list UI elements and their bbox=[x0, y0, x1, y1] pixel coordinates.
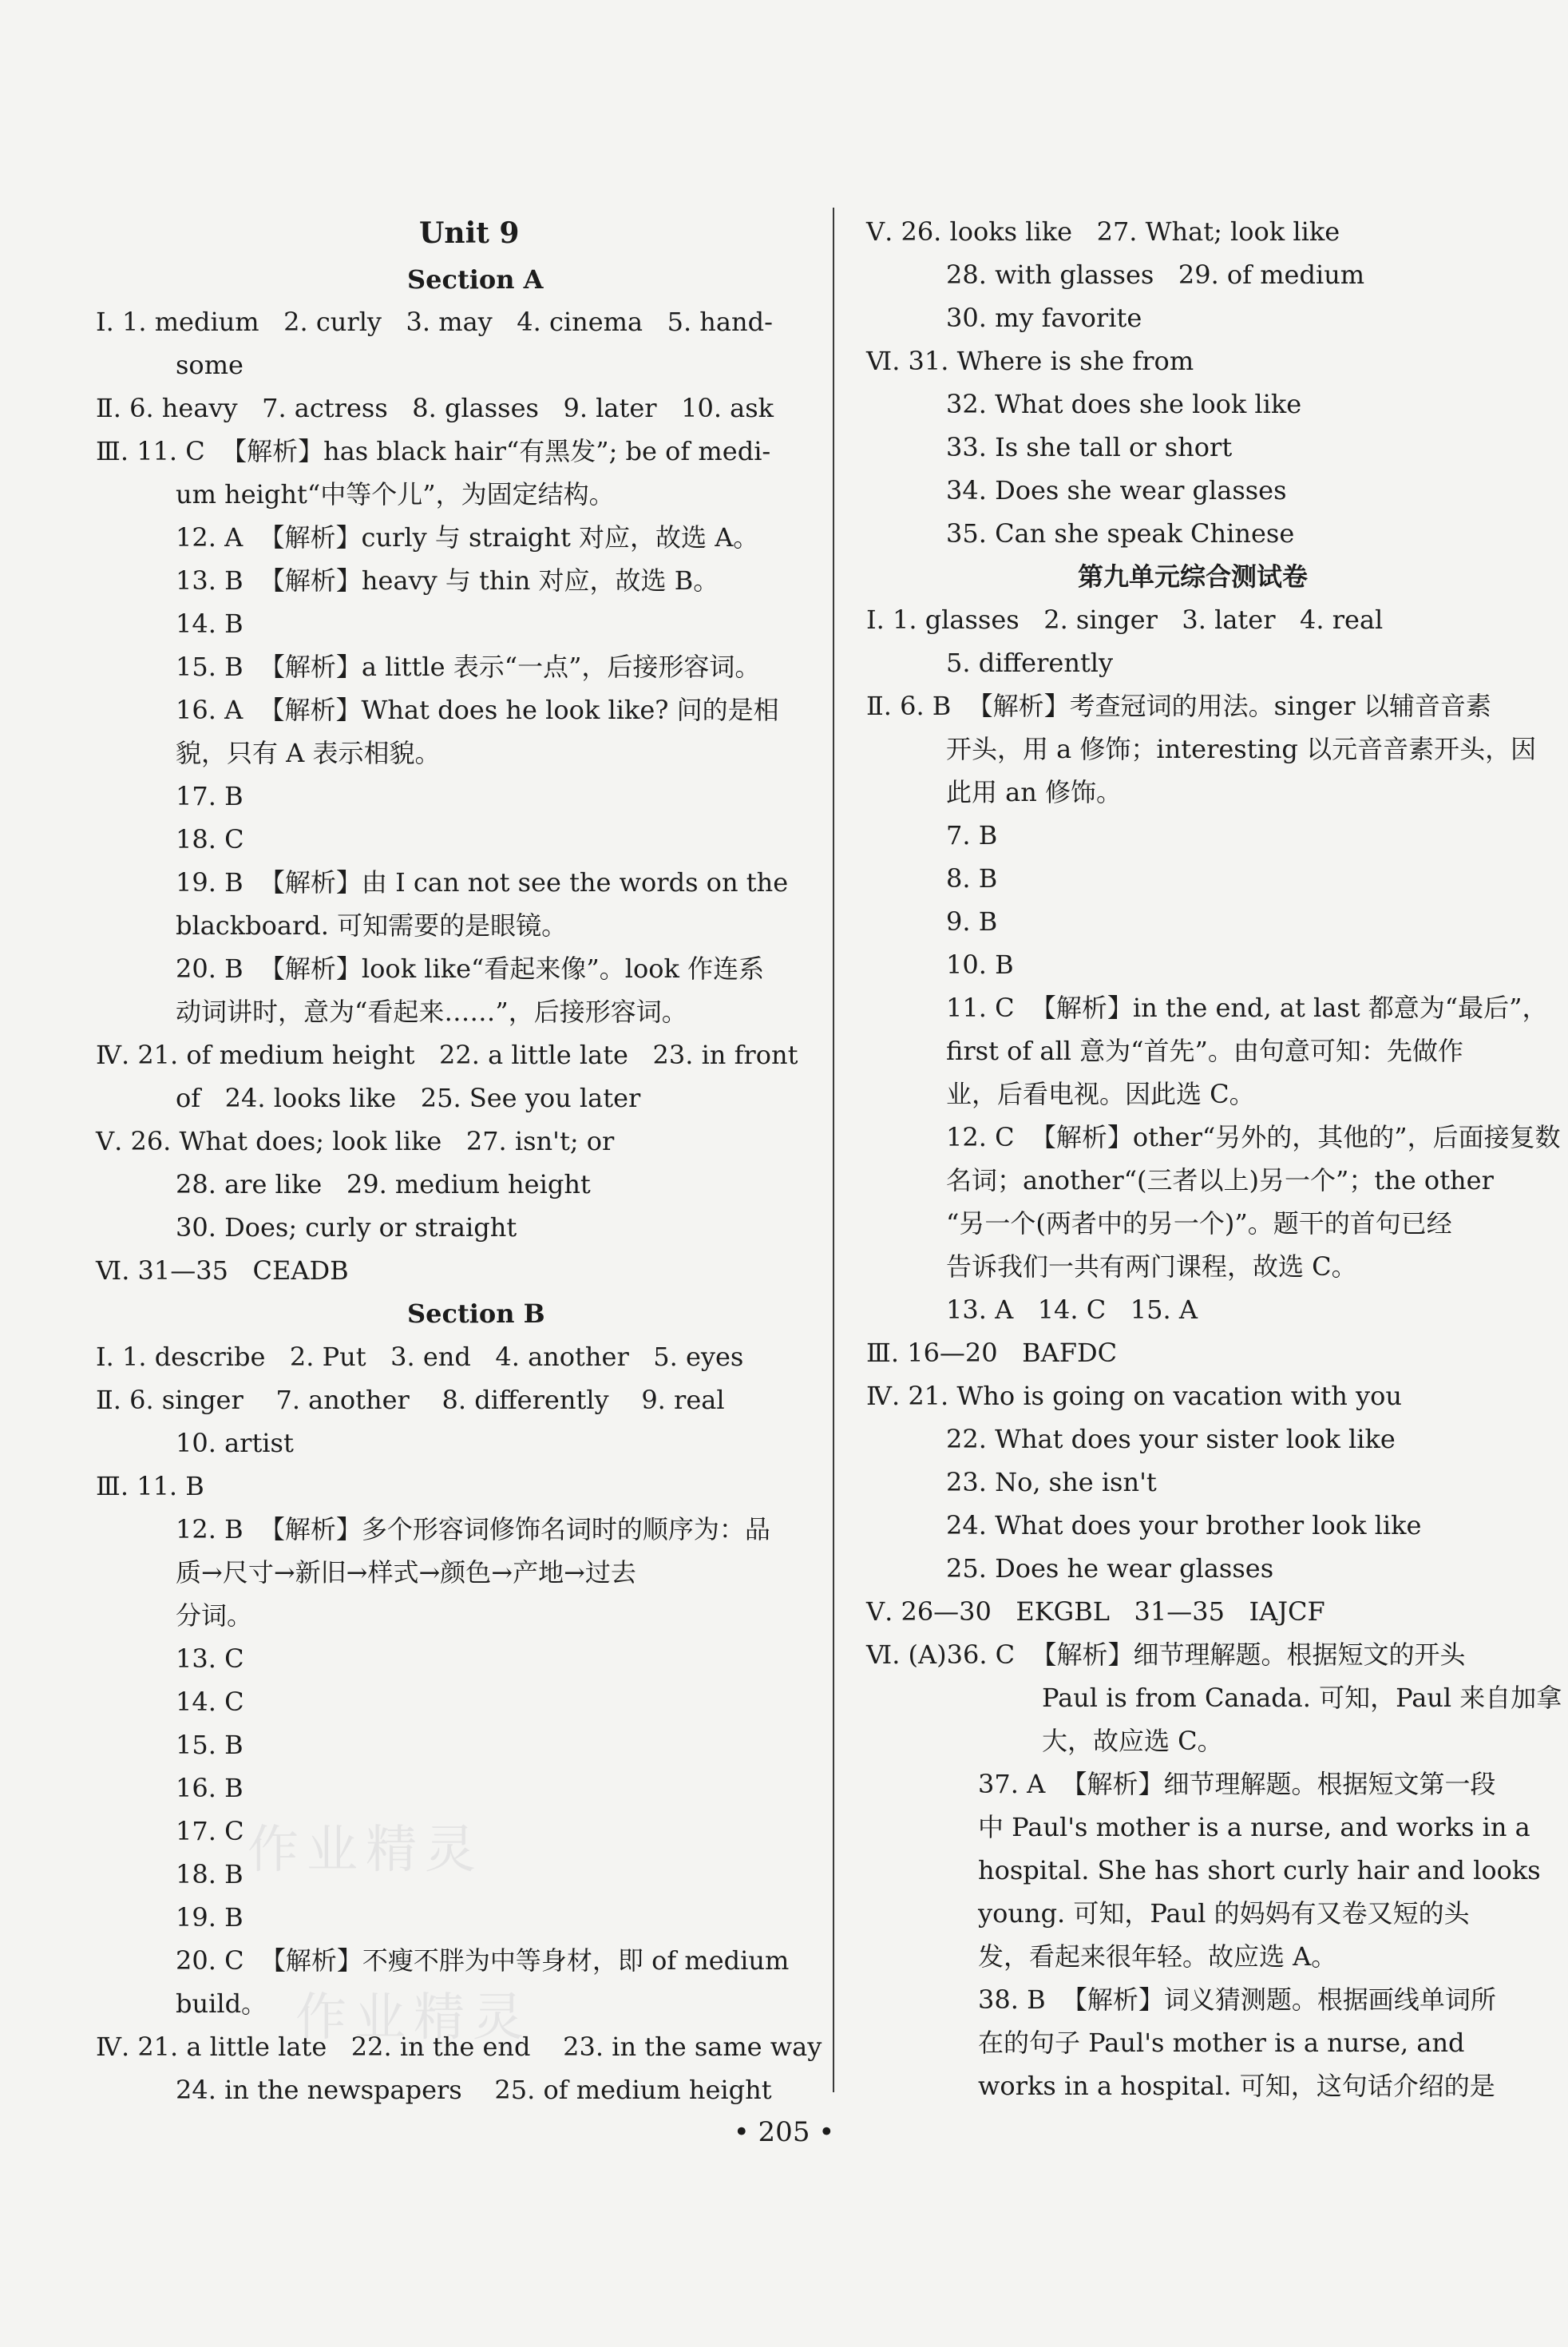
answer-line: Ⅲ. 11. C 【解析】has black hair“有黑发”; be of medi- bbox=[96, 436, 771, 466]
answer-line: Ⅲ. 11. B bbox=[96, 1471, 204, 1501]
answer-line: 19. B 【解析】由 I can not see the words on the bbox=[176, 867, 789, 898]
answer-line: 20. B 【解析】look like“看起来像”。look 作连系 bbox=[176, 953, 765, 984]
answer-line: 5. differently bbox=[946, 648, 1114, 678]
answer-line: 业，后看电视。因此选 C。 bbox=[946, 1079, 1255, 1109]
answer-line: Ⅴ. 26. What does; look like 27. isn't; or bbox=[96, 1126, 615, 1156]
answer-line: Ⅵ. 31. Where is she from bbox=[866, 346, 1194, 376]
answer-line: Ⅳ. 21. of medium height 22. a little late 23. in front bbox=[96, 1040, 798, 1070]
page-number: • 205 • bbox=[733, 2116, 835, 2148]
answer-line: blackboard. 可知需要的是眼镜。 bbox=[176, 910, 568, 941]
answer-line: 开头，用 a 修饰；interesting 以元音音素开头，因 bbox=[946, 734, 1537, 764]
answer-line: 此用 an 修饰。 bbox=[946, 777, 1123, 807]
answer-line: 35. Can she speak Chinese bbox=[946, 518, 1295, 549]
answer-line: build。 bbox=[176, 1988, 267, 2019]
answer-line: Ⅵ. (A)36. C 【解析】细节理解题。根据短文的开头 bbox=[866, 1639, 1466, 1670]
answer-line: 23. No, she isn't bbox=[946, 1467, 1157, 1497]
answer-line: works in a hospital. 可知，这句话介绍的是 bbox=[978, 2071, 1495, 2101]
answer-line: 中 Paul's mother is a nurse, and works in a bbox=[978, 1812, 1530, 1842]
answer-line: 貌，只有 A 表示相貌。 bbox=[176, 738, 441, 768]
answer-line: 17. C bbox=[176, 1816, 244, 1846]
answer-line: 7. B bbox=[946, 820, 998, 850]
answer-line: 22. What does your sister look like bbox=[946, 1424, 1396, 1454]
answer-line: Ⅵ. 31—35 CEADB bbox=[96, 1255, 349, 1286]
answer-line: 32. What does she look like bbox=[946, 389, 1302, 419]
answer-line: 30. Does; curly or straight bbox=[176, 1212, 517, 1243]
answer-line: first of all 意为“首先”。由句意可知：先做作 bbox=[946, 1036, 1463, 1066]
answer-line: 28. are like 29. medium height bbox=[176, 1169, 591, 1199]
watermark-2: 作业精灵 bbox=[295, 1988, 532, 2048]
answer-line: 38. B 【解析】词义猜测题。根据画线单词所 bbox=[978, 1984, 1496, 2015]
answer-line: 在的句子 Paul's mother is a nurse, and bbox=[978, 2028, 1465, 2058]
answer-line: Ⅱ. 6. heavy 7. actress 8. glasses 9. later 10. ask bbox=[96, 393, 774, 423]
test-title: 第九单元综合测试卷 bbox=[1078, 561, 1309, 592]
answer-line: 15. B 【解析】a little 表示“一点”，后接形容词。 bbox=[176, 652, 761, 682]
answer-line: 12. B 【解析】多个形容词修饰名词时的顺序为：品 bbox=[176, 1514, 770, 1544]
answer-line: 11. C 【解析】in the end, at last 都意为“最后”， bbox=[946, 993, 1548, 1023]
answer-line: 12. A 【解析】curly 与 straight 对应，故选 A。 bbox=[176, 522, 759, 553]
answer-line: 28. with glasses 29. of medium bbox=[946, 260, 1365, 290]
answer-line: 37. A 【解析】细节理解题。根据短文第一段 bbox=[978, 1769, 1496, 1799]
answer-line: 10. artist bbox=[176, 1428, 294, 1458]
answer-line: 质→尺寸→新旧→样式→颜色→产地→过去 bbox=[176, 1557, 636, 1588]
answer-line: of 24. looks like 25. See you later bbox=[176, 1083, 641, 1113]
answer-line: 大，故应选 C。 bbox=[1042, 1726, 1223, 1756]
answer-line: 24. in the newspapers 25. of medium height bbox=[176, 2075, 772, 2105]
answer-line: 动词讲时，意为“看起来……”，后接形容词。 bbox=[176, 997, 687, 1027]
answer-line: 发，看起来很年轻。故应选 A。 bbox=[978, 1941, 1337, 1972]
answer-line: 名词；another“(三者以上)另一个”；the other bbox=[946, 1165, 1494, 1195]
answer-line: 13. B 【解析】heavy 与 thin 对应，故选 B。 bbox=[176, 565, 719, 596]
answer-line: 13. C bbox=[176, 1643, 244, 1674]
answer-line: 18. B bbox=[176, 1859, 244, 1889]
answer-line: 10. B bbox=[946, 950, 1014, 980]
answer-line: 17. B bbox=[176, 781, 244, 811]
answer-line: Ⅴ. 26—30 EKGBL 31—35 IAJCF bbox=[866, 1596, 1325, 1627]
answer-line: 16. A 【解析】What does he look like? 问的是相 bbox=[176, 695, 779, 725]
answer-line: 告诉我们一共有两门课程，故选 C。 bbox=[946, 1251, 1357, 1282]
answer-line: 14. B bbox=[176, 609, 244, 639]
answer-line: Ⅴ. 26. looks like 27. What; look like bbox=[866, 216, 1340, 247]
answer-line: 24. What does your brother look like bbox=[946, 1510, 1422, 1540]
answer-line: Ⅱ. 6. singer 7. another 8. differently 9. real bbox=[96, 1385, 725, 1415]
answer-line: hospital. She has short curly hair and looks bbox=[978, 1855, 1541, 1885]
answer-line: Ⅳ. 21. a little late 22. in the end 23. in the same way bbox=[96, 2032, 822, 2062]
answer-line: 33. Is she tall or short bbox=[946, 432, 1233, 462]
answer-line: Ⅰ. 1. glasses 2. singer 3. later 4. real bbox=[866, 605, 1384, 635]
answer-line: um height“中等个儿”，为固定结构。 bbox=[176, 479, 615, 509]
answer-line: 9. B bbox=[946, 906, 998, 937]
section-b-heading: Section B bbox=[407, 1298, 545, 1329]
answer-line: Ⅰ. 1. medium 2. curly 3. may 4. cinema 5. hand- bbox=[96, 307, 773, 337]
answer-line: Ⅳ. 21. Who is going on vacation with you bbox=[866, 1381, 1402, 1411]
answer-line: Ⅰ. 1. describe 2. Put 3. end 4. another 5. eyes bbox=[96, 1342, 744, 1372]
answer-line: Ⅲ. 16—20 BAFDC bbox=[866, 1338, 1118, 1368]
answer-line: “另一个(两者中的另一个)”。题干的首句已经 bbox=[946, 1208, 1452, 1239]
answer-line: 18. C bbox=[176, 824, 244, 854]
answer-line: 25. Does he wear glasses bbox=[946, 1553, 1274, 1584]
answer-line: young. 可知，Paul 的妈妈有又卷又短的头 bbox=[978, 1898, 1470, 1929]
unit-title: Unit 9 bbox=[419, 216, 520, 250]
answer-line: 30. my favorite bbox=[946, 303, 1142, 333]
watermark: 作业精灵 bbox=[247, 1821, 484, 1880]
section-a-heading: Section A bbox=[407, 264, 544, 295]
answer-line: 8. B bbox=[946, 863, 998, 894]
answer-line: 34. Does she wear glasses bbox=[946, 475, 1287, 505]
answer-line: some bbox=[176, 350, 244, 380]
answer-line: 15. B bbox=[176, 1730, 244, 1760]
answer-line: 13. A 14. C 15. A bbox=[946, 1294, 1198, 1325]
answer-line: 分词。 bbox=[176, 1600, 253, 1631]
answer-line: 14. C bbox=[176, 1687, 244, 1717]
answer-line: 16. B bbox=[176, 1773, 244, 1803]
answer-line: 19. B bbox=[176, 1902, 244, 1933]
column-divider bbox=[833, 208, 834, 2092]
answer-line: 12. C 【解析】other“另外的，其他的”，后面接复数 bbox=[946, 1122, 1561, 1152]
answer-line: Paul is from Canada. 可知，Paul 来自加拿 bbox=[1042, 1683, 1562, 1713]
answer-line: 20. C 【解析】不瘦不胖为中等身材，即 of medium bbox=[176, 1945, 790, 1976]
answer-line: Ⅱ. 6. B 【解析】考查冠词的用法。singer 以辅音音素 bbox=[866, 691, 1491, 721]
